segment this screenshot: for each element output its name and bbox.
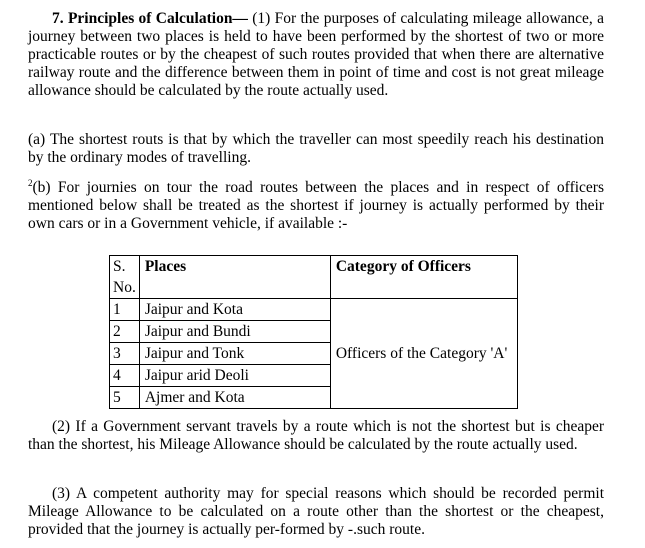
- header-sno: S. No.: [110, 256, 140, 299]
- paragraph-3: (3) A competent authority may for special reasons which should be recorded permit Mileage Allowance to be calculated on a route other than the shortest or the cheapest, provided that the journey is actually per-formed by -.such route.: [28, 485, 604, 538]
- table-row: [110, 299, 518, 321]
- row-place: Jaipur arid Deoli: [139, 365, 330, 387]
- footnote-marker: 2: [28, 178, 33, 188]
- row-sno: 5: [110, 387, 140, 409]
- category-cell: Officers of the Category 'A': [330, 299, 517, 409]
- row-place: Jaipur and Kota: [139, 299, 330, 321]
- row-sno: 2: [110, 321, 140, 343]
- paragraph-principles: [28, 10, 604, 100]
- table-header-row: [110, 256, 518, 299]
- section-heading: 7. Principles of Calculation—: [52, 10, 248, 27]
- paragraph-b-text: (b) For journies on tour the road routes between the places and in respect of officers mentioned below shall be treated as the shortest if journey is actually performed by their own cars or in a Government vehicle, if available :-: [28, 179, 604, 232]
- row-place: Jaipur and Tonk: [139, 343, 330, 365]
- row-place: Ajmer and Kota: [139, 387, 330, 409]
- row-sno: 4: [110, 365, 140, 387]
- places-table: [109, 255, 518, 409]
- paragraph-b: [28, 179, 604, 233]
- paragraph-2: (2) If a Government servant travels by a route which is not the shortest but is cheaper than the shortest, his Mileage Allowance should be calculated by the route actually used.: [28, 418, 604, 453]
- row-place: Jaipur and Bundi: [139, 321, 330, 343]
- header-places: Places: [139, 256, 330, 299]
- row-sno: 1: [110, 299, 140, 321]
- row-sno: 3: [110, 343, 140, 365]
- paragraph-a: (a) The shortest routs is that by which the traveller can most speedily reach his destination by the ordinary modes of travelling.: [28, 131, 604, 166]
- header-category: Category of Officers: [330, 256, 517, 299]
- paragraph-1-text: (1) For the purposes of calculating mileage allowance, a journey between two places is held to have been performed by the shortest of two or more practicable routes or by the cheapest of such routes provided that when there are alternative railway route and the difference between them in point of time and cost is not great mileage allowance should be calculated by the route actually used.: [28, 10, 604, 99]
